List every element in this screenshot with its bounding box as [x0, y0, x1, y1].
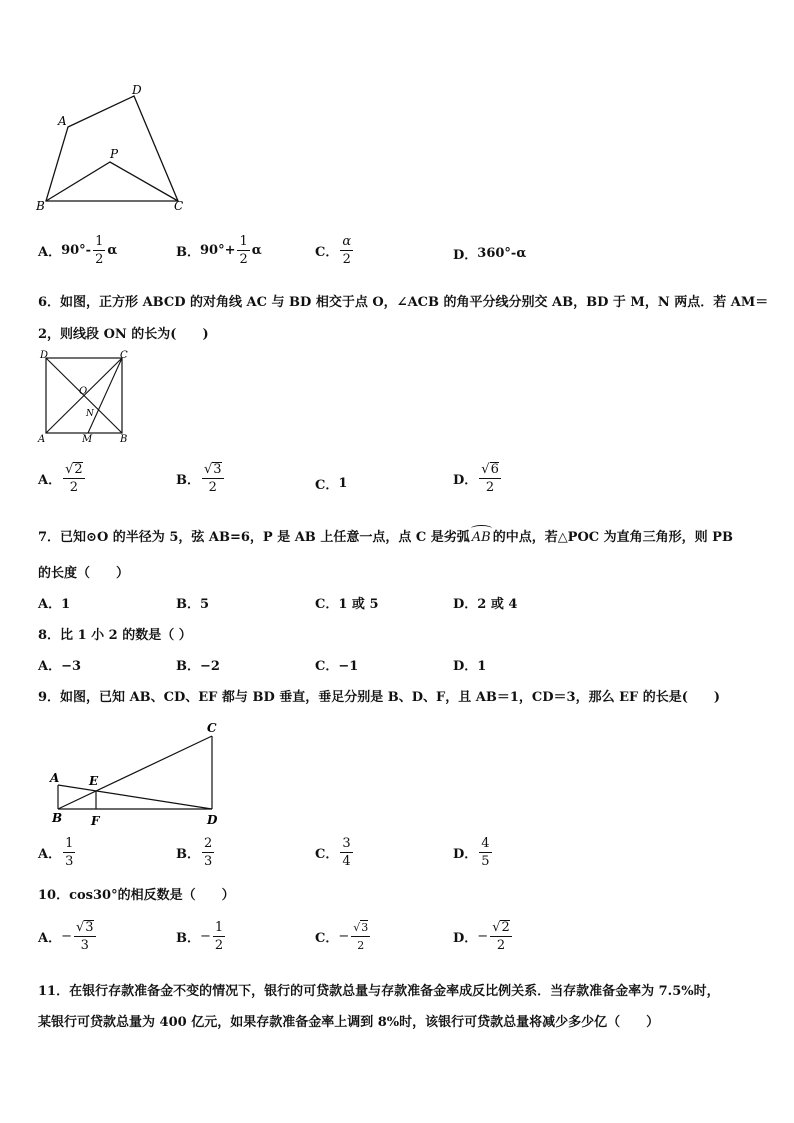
q10-option-d[interactable]: D． − $\frac{√2}{2}$: [453, 920, 510, 953]
arc-ab: AB: [470, 530, 493, 545]
label-A: A: [50, 771, 60, 785]
q5-option-d[interactable]: D． 360°-α: [453, 246, 527, 263]
fraction: $\frac{1}{2}$: [214, 920, 224, 953]
label-B: B: [36, 199, 45, 213]
fraction: $\frac{√2}{2}$: [492, 920, 510, 953]
q5-option-b[interactable]: B． 90°+ $\frac{1}{2}$ α: [176, 234, 262, 267]
fraction: $\frac{1}{2}$: [239, 234, 248, 267]
q10-option-c[interactable]: C． − $\frac{√3}{2}$: [315, 921, 369, 952]
label-D: D: [40, 350, 49, 361]
segment-bc: [58, 736, 212, 809]
q8-option-d[interactable]: D．1: [453, 659, 487, 674]
q9-option-c[interactable]: C． $\frac{3}{4}$: [315, 836, 351, 869]
q6-line1: 6．如图，正方形 ABCD 的对角线 AC 与 BD 相交于点 O，∠ACB 的角平分线分别交 AB，BD 于 M，N 两点．若 AM＝: [38, 295, 769, 310]
q8-option-b[interactable]: B．−2: [176, 659, 220, 674]
label-M: M: [82, 434, 93, 445]
fraction: $\frac{√3}{2}$: [353, 921, 369, 952]
label-B: B: [52, 811, 63, 825]
q10-option-b[interactable]: B． − $\frac{1}{2}$: [176, 920, 224, 953]
fraction: $\frac{4}{5}$: [481, 836, 490, 869]
q9-option-d[interactable]: D． $\frac{4}{5}$: [453, 836, 490, 869]
label-D: D: [132, 83, 142, 97]
fraction: $\frac{2}{3}$: [204, 836, 213, 869]
q5-option-a[interactable]: A． 90°- $\frac{1}{2}$ α: [38, 234, 118, 267]
label-P: P: [110, 147, 119, 161]
label-E: E: [89, 774, 99, 788]
q7-line2: 的长度（ ）: [38, 566, 130, 581]
q7-option-b[interactable]: B．5: [176, 597, 210, 612]
q7-option-d[interactable]: D．2 或 4: [453, 597, 518, 612]
bisector-cm: [88, 358, 122, 433]
label-A: A: [58, 114, 67, 128]
q11-line2: 某银行可贷款总量为 400 亿元，如果存款准备金率上调到 8%时，该银行可贷款总量将减少多少亿（ ）: [38, 1015, 660, 1030]
q6-option-d[interactable]: D． $\frac{√6}{2}$: [453, 462, 499, 495]
q8-option-c[interactable]: C．−1: [315, 659, 359, 674]
q7-line1: 7．已知⊙O 的半径为 5，弦 AB=6，P 是 AB 上任意一点，点 C 是劣弧 AB 的中点，若△POC 为直角三角形，则 PB: [38, 526, 733, 545]
fraction: $\frac{√6}{2}$: [481, 462, 499, 495]
q9-text: 9．如图，已知 AB、CD、EF 都与 BD 垂直，垂足分别是 B、D、F，且 AB＝1，CD＝3，那么 EF 的长是( ): [38, 690, 721, 705]
q7-option-c[interactable]: C．1 或 5: [315, 597, 379, 612]
q8-text: 8．比 1 小 2 的数是（ ）: [38, 628, 192, 643]
q9-option-a[interactable]: A． $\frac{1}{3}$: [38, 836, 74, 869]
label-N: N: [86, 409, 94, 419]
label-O: O: [79, 386, 88, 397]
q10-option-a[interactable]: A． − $\frac{√3}{3}$: [38, 920, 94, 953]
label-C: C: [207, 721, 217, 735]
q11-line1: 11．在银行存款准备金不变的情况下，银行的可贷款总量与存款准备金率成反比例关系．当存款准备金率为 7.5%时，: [38, 984, 720, 999]
q6-option-c[interactable]: C． 1: [315, 476, 348, 493]
q6-option-b[interactable]: B． $\frac{√3}{2}$: [176, 462, 222, 495]
q5-figure: [30, 80, 200, 220]
triangle-bpc: [46, 162, 178, 201]
q10-text: 10．cos30°的相反数是（ ）: [38, 888, 235, 903]
fraction: $\frac{\alpha}{2}$: [342, 234, 352, 267]
label-B: B: [120, 434, 128, 445]
q9-option-b[interactable]: B． $\frac{2}{3}$: [176, 836, 213, 869]
q6-line2: 2，则线段 ON 的长为( ): [38, 327, 209, 342]
segment-ad: [58, 785, 212, 809]
label-F: F: [91, 814, 100, 828]
fraction: $\frac{1}{3}$: [65, 836, 74, 869]
label-A: A: [38, 434, 46, 445]
q6-option-a[interactable]: A． $\frac{√2}{2}$: [38, 462, 83, 495]
fraction: $\frac{√2}{2}$: [65, 462, 83, 495]
fraction: $\frac{√3}{2}$: [204, 462, 222, 495]
label-C: C: [120, 350, 128, 361]
q5-option-c[interactable]: C． $\frac{\alpha}{2}$: [315, 234, 352, 267]
q9-figure: [40, 712, 230, 832]
q7-option-a[interactable]: A．1: [38, 597, 71, 612]
q6-figure: [34, 348, 134, 448]
q8-option-a[interactable]: A．−3: [38, 659, 82, 674]
fraction: $\frac{√3}{3}$: [76, 920, 94, 953]
fraction: $\frac{1}{2}$: [95, 234, 104, 267]
label-D: D: [207, 813, 218, 827]
label-C: C: [174, 199, 184, 213]
fraction: $\frac{3}{4}$: [342, 836, 351, 869]
